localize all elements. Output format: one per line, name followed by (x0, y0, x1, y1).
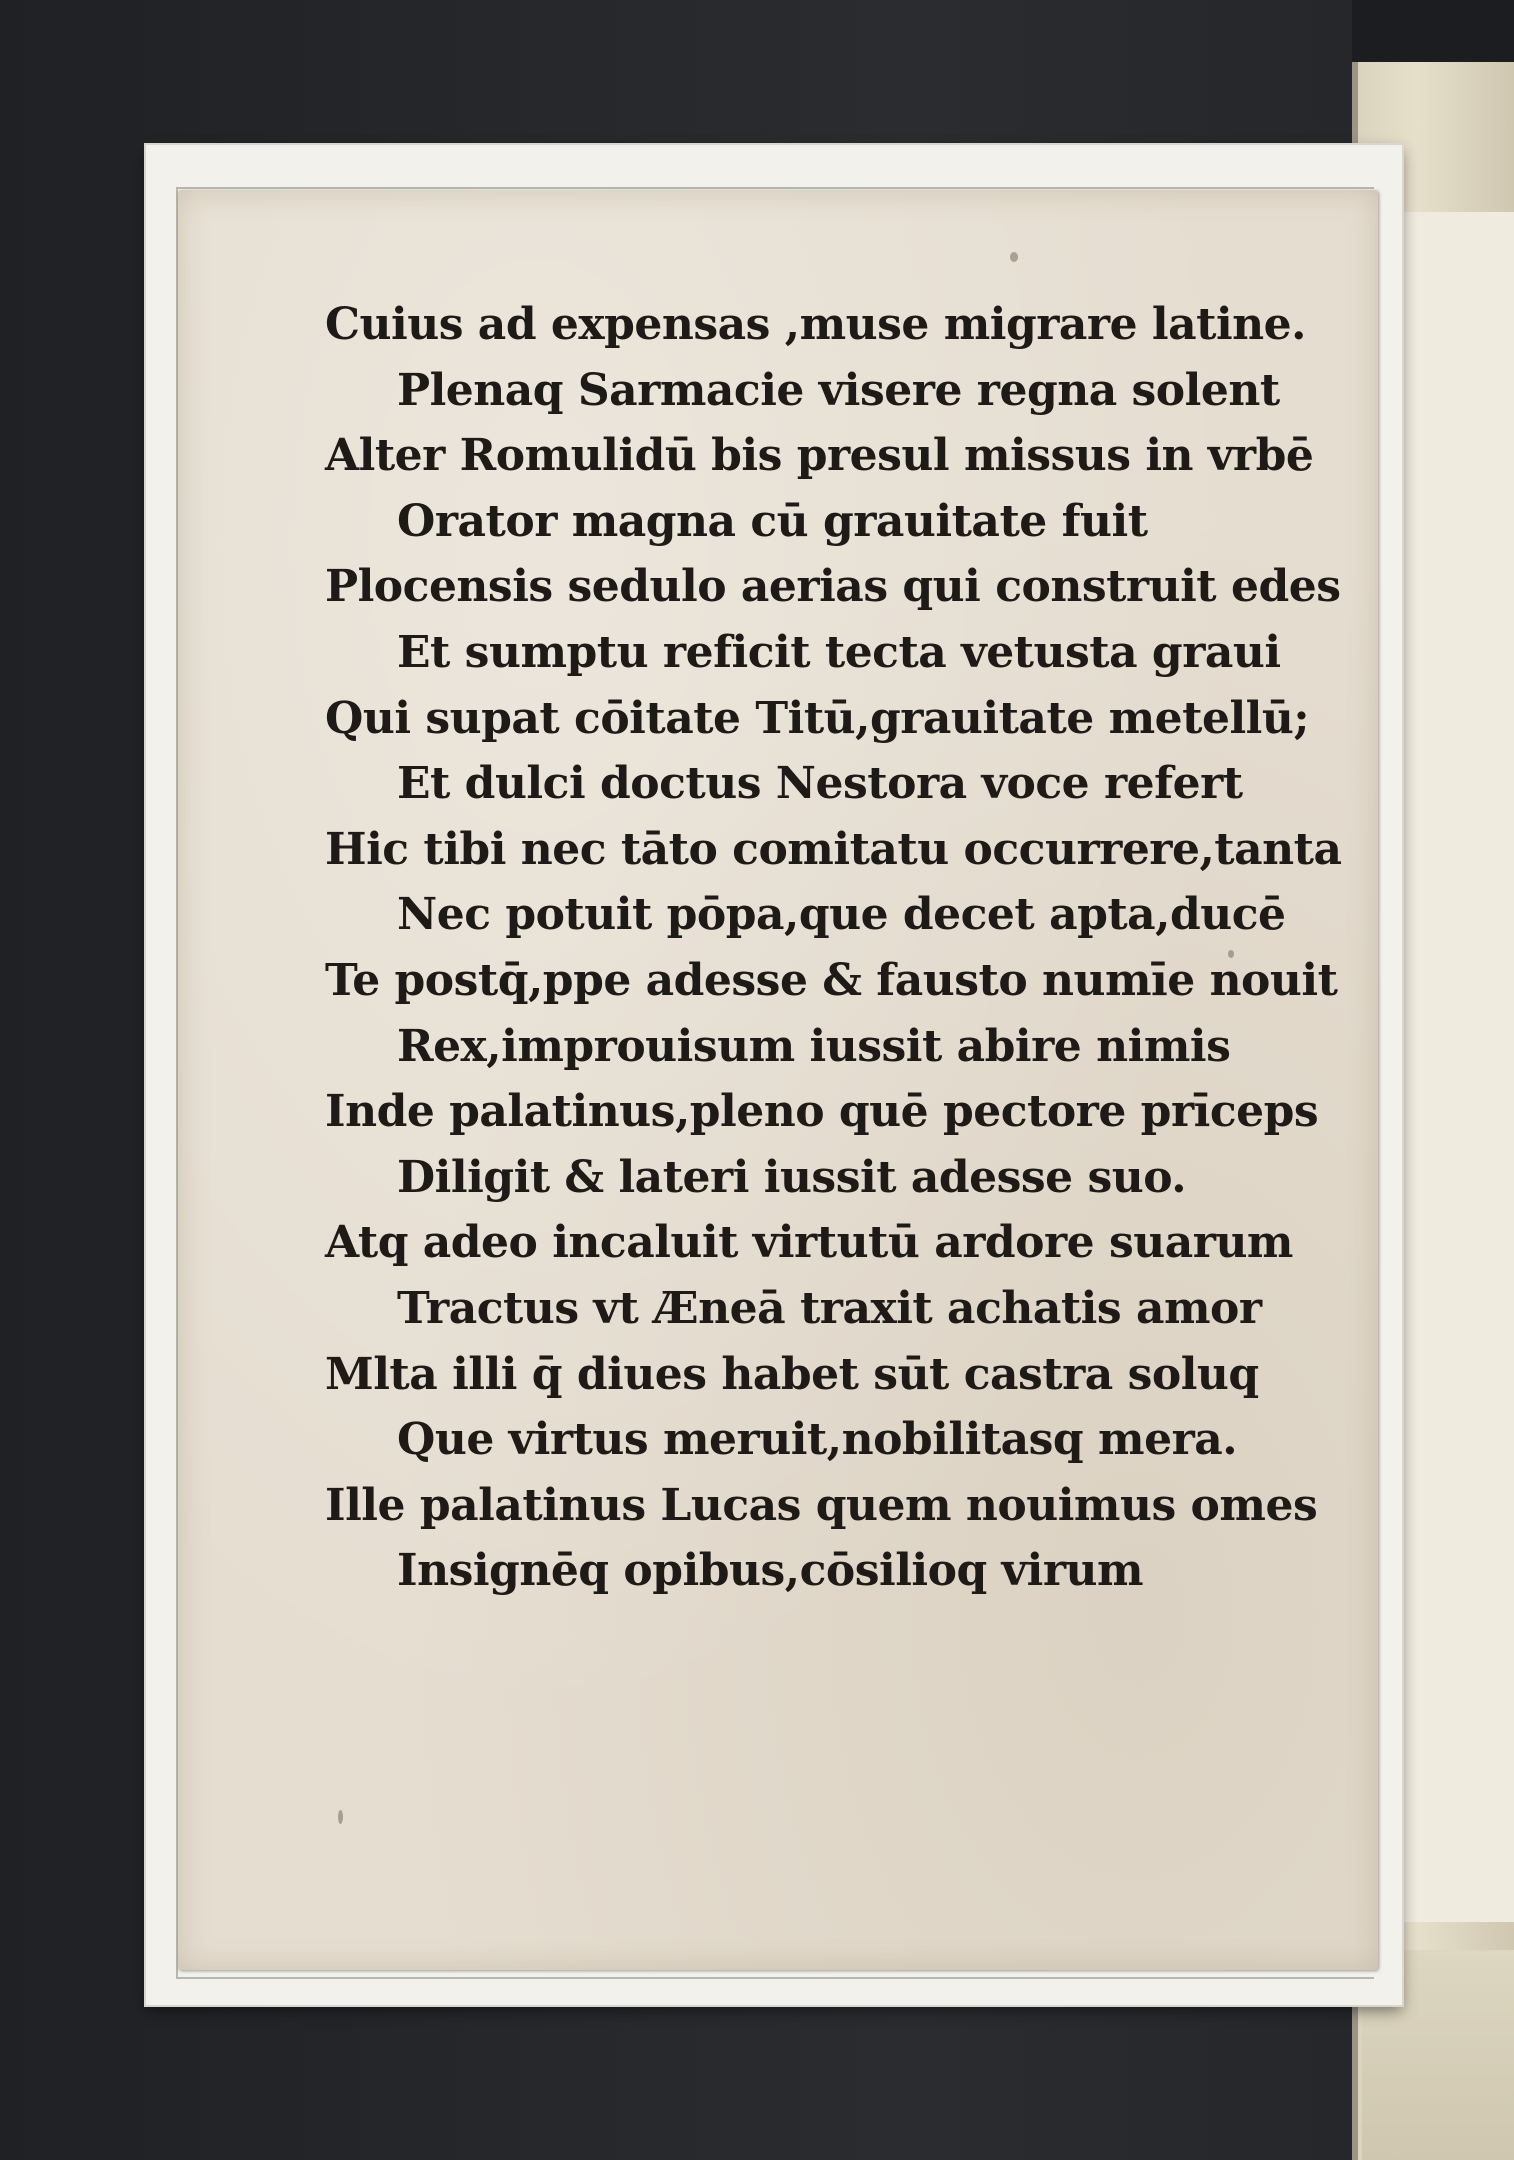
verse-line: Plocensis sedulo aerias qui construit edes (325, 561, 1341, 613)
verse-line: Te postq̄,ppe adesse & fausto numīe nouit (325, 954, 1338, 1006)
verse-line: Nec potuit pōpa,que decet apta,ducē (397, 889, 1286, 941)
verse-line: Que virtus meruit,nobilitasq mera. (397, 1414, 1238, 1466)
verse-line: Inde palatinus,pleno quē pectore prīceps (325, 1086, 1319, 1138)
verse-line: Insignēq opibus,cōsilioq virum (397, 1545, 1144, 1597)
verse-block (325, 292, 1342, 1604)
verse-line: Et sumptu reficit tecta vetusta graui (397, 626, 1281, 678)
verse-line: Orator magna cū grauitate fuit (397, 495, 1148, 547)
paper-speck (1010, 252, 1018, 262)
paper-speck (338, 1810, 343, 1824)
verse-line: Rex,improuisum iussit abire nimis (397, 1020, 1231, 1072)
verse-line: Ille palatinus Lucas quem nouimus omes (325, 1479, 1318, 1531)
verse-line: Qui supat cōitate Titū,grauitate metellū; (325, 692, 1310, 744)
verse-line: Mlta illi q̄ diues habet sūt castra soluq (325, 1348, 1259, 1400)
verse-line: Diligit & lateri iussit adesse suo. (397, 1151, 1187, 1203)
verse-line: Hic tibi nec tāto comitatu occurrere,tanta (325, 823, 1342, 875)
verse-line: Cuius ad expensas ,muse migrare latine. (325, 299, 1306, 350)
verse-line: Atq adeo incaluit virtutū ardore suarum (325, 1217, 1293, 1269)
verse-line: Plenaq Sarmacie visere regna solent (397, 364, 1280, 416)
verse-line: Tractus vt Æneā traxit achatis amor (397, 1282, 1262, 1334)
verse-line: Et dulci doctus Nestora voce refert (397, 758, 1243, 810)
dark-corner (1352, 0, 1514, 62)
verse-line: Alter Romulidū bis presul missus in vrbē (325, 430, 1314, 482)
